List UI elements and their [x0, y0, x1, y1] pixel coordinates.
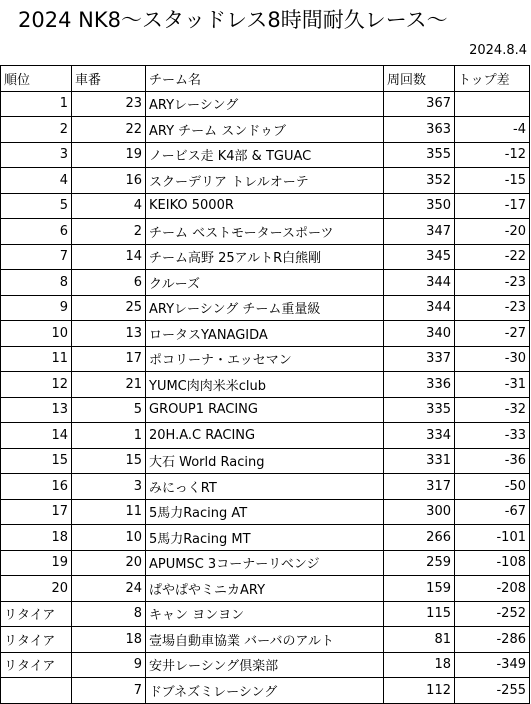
cell-laps: 347: [384, 219, 455, 245]
cell-car-number: 11: [72, 499, 146, 525]
cell-gap-to-top: -30: [455, 346, 530, 372]
table-row: [1, 346, 530, 372]
cell-gap-to-top: -208: [455, 576, 530, 602]
table-row: [1, 372, 530, 398]
cell-position: [1, 678, 72, 704]
cell-team-name: クルーズ: [146, 270, 384, 296]
cell-car-number: 2: [72, 219, 146, 245]
cell-position: 6: [1, 219, 72, 245]
cell-gap-to-top: -23: [455, 270, 530, 296]
table-row: [1, 168, 530, 194]
cell-gap-to-top: -27: [455, 321, 530, 347]
cell-gap-to-top: -32: [455, 397, 530, 423]
cell-team-name: スクーデリア トレルオーテ: [146, 168, 384, 194]
cell-car-number: 10: [72, 525, 146, 551]
cell-team-name: 安井レーシング倶楽部: [146, 652, 384, 678]
cell-gap-to-top: -17: [455, 193, 530, 219]
cell-gap-to-top: -20: [455, 219, 530, 245]
cell-laps: 355: [384, 142, 455, 168]
cell-car-number: 7: [72, 678, 146, 704]
table-row: [1, 499, 530, 525]
cell-position: リタイア: [1, 652, 72, 678]
cell-position: 3: [1, 142, 72, 168]
table-row: [1, 474, 530, 500]
table-row: [1, 448, 530, 474]
table-header-row: [1, 66, 530, 92]
cell-team-name: GROUP1 RACING: [146, 397, 384, 423]
cell-gap-to-top: -15: [455, 168, 530, 194]
cell-gap-to-top: [455, 91, 530, 117]
cell-team-name: ぱやぱやミニカARY: [146, 576, 384, 602]
cell-position: 20: [1, 576, 72, 602]
cell-laps: 337: [384, 346, 455, 372]
cell-laps: 81: [384, 627, 455, 653]
cell-team-name: 壹場自動車協業 バーバのアルト: [146, 627, 384, 653]
cell-team-name: 20H.A.C RACING: [146, 423, 384, 449]
cell-position: 19: [1, 550, 72, 576]
header-position: 順位: [1, 66, 72, 92]
cell-laps: 334: [384, 423, 455, 449]
cell-car-number: 8: [72, 601, 146, 627]
header-gap-to-top: トップ差: [455, 66, 530, 92]
table-row: [1, 270, 530, 296]
cell-team-name: ポコリーナ・エッセマン: [146, 346, 384, 372]
cell-car-number: 15: [72, 448, 146, 474]
cell-team-name: ARYレーシング チーム重量級: [146, 295, 384, 321]
cell-laps: 350: [384, 193, 455, 219]
cell-position: 14: [1, 423, 72, 449]
cell-car-number: 16: [72, 168, 146, 194]
cell-laps: 317: [384, 474, 455, 500]
race-date: 2024.8.4: [469, 43, 527, 58]
cell-gap-to-top: -252: [455, 601, 530, 627]
table-row: [1, 652, 530, 678]
cell-position: リタイア: [1, 601, 72, 627]
cell-car-number: 24: [72, 576, 146, 602]
results-table: [0, 65, 530, 704]
cell-car-number: 4: [72, 193, 146, 219]
cell-position: 8: [1, 270, 72, 296]
header-team-name: チーム名: [146, 66, 384, 92]
cell-team-name: YUMC肉肉米米club: [146, 372, 384, 398]
table-row: [1, 244, 530, 270]
cell-laps: 159: [384, 576, 455, 602]
table-row: [1, 423, 530, 449]
cell-position: 17: [1, 499, 72, 525]
cell-position: 5: [1, 193, 72, 219]
cell-car-number: 5: [72, 397, 146, 423]
cell-position: リタイア: [1, 627, 72, 653]
cell-laps: 266: [384, 525, 455, 551]
results-body: [1, 91, 530, 703]
cell-gap-to-top: -108: [455, 550, 530, 576]
cell-laps: 112: [384, 678, 455, 704]
cell-laps: 300: [384, 499, 455, 525]
cell-laps: 363: [384, 117, 455, 143]
cell-laps: 331: [384, 448, 455, 474]
cell-team-name: チーム高野 25アルトR白熊剛: [146, 244, 384, 270]
cell-team-name: 5馬力Racing AT: [146, 499, 384, 525]
cell-car-number: 20: [72, 550, 146, 576]
cell-position: 9: [1, 295, 72, 321]
cell-team-name: ARYレーシング: [146, 91, 384, 117]
cell-gap-to-top: -286: [455, 627, 530, 653]
table-row: [1, 295, 530, 321]
cell-team-name: ARY チーム スンドゥブ: [146, 117, 384, 143]
cell-team-name: ロータスYANAGIDA: [146, 321, 384, 347]
cell-team-name: みにっくRT: [146, 474, 384, 500]
table-row: [1, 550, 530, 576]
header-laps: 周回数: [384, 66, 455, 92]
cell-team-name: KEIKO 5000R: [146, 193, 384, 219]
table-row: [1, 525, 530, 551]
table-row: [1, 601, 530, 627]
cell-position: 12: [1, 372, 72, 398]
cell-car-number: 3: [72, 474, 146, 500]
cell-car-number: 23: [72, 91, 146, 117]
table-row: [1, 397, 530, 423]
cell-team-name: ノービス走 K4部 & TGUAC: [146, 142, 384, 168]
cell-laps: 115: [384, 601, 455, 627]
table-row: [1, 678, 530, 704]
cell-gap-to-top: -67: [455, 499, 530, 525]
cell-gap-to-top: -33: [455, 423, 530, 449]
cell-car-number: 9: [72, 652, 146, 678]
cell-position: 18: [1, 525, 72, 551]
cell-gap-to-top: -36: [455, 448, 530, 474]
cell-position: 10: [1, 321, 72, 347]
cell-position: 4: [1, 168, 72, 194]
table-row: [1, 219, 530, 245]
cell-laps: 18: [384, 652, 455, 678]
cell-laps: 344: [384, 295, 455, 321]
table-row: [1, 193, 530, 219]
cell-team-name: 大石 World Racing: [146, 448, 384, 474]
cell-team-name: チーム ベストモータースポーツ: [146, 219, 384, 245]
cell-laps: 344: [384, 270, 455, 296]
cell-position: 16: [1, 474, 72, 500]
cell-gap-to-top: -255: [455, 678, 530, 704]
table-row: [1, 321, 530, 347]
cell-position: 1: [1, 91, 72, 117]
table-row: [1, 91, 530, 117]
cell-gap-to-top: -23: [455, 295, 530, 321]
cell-gap-to-top: -50: [455, 474, 530, 500]
cell-team-name: キャン ヨンヨン: [146, 601, 384, 627]
cell-gap-to-top: -31: [455, 372, 530, 398]
cell-gap-to-top: -349: [455, 652, 530, 678]
table-row: [1, 117, 530, 143]
cell-position: 15: [1, 448, 72, 474]
cell-car-number: 6: [72, 270, 146, 296]
cell-laps: 352: [384, 168, 455, 194]
cell-laps: 336: [384, 372, 455, 398]
cell-laps: 259: [384, 550, 455, 576]
cell-team-name: 5馬力Racing MT: [146, 525, 384, 551]
header-car-number: 車番: [72, 66, 146, 92]
cell-position: 11: [1, 346, 72, 372]
cell-position: 7: [1, 244, 72, 270]
cell-laps: 345: [384, 244, 455, 270]
page-title: 2024 NK8～スタッドレス8時間耐久レース～: [18, 8, 448, 32]
cell-car-number: 21: [72, 372, 146, 398]
cell-car-number: 1: [72, 423, 146, 449]
cell-laps: 340: [384, 321, 455, 347]
cell-car-number: 14: [72, 244, 146, 270]
cell-car-number: 22: [72, 117, 146, 143]
cell-position: 13: [1, 397, 72, 423]
table-row: [1, 142, 530, 168]
cell-gap-to-top: -22: [455, 244, 530, 270]
cell-team-name: APUMSC 3コーナーリベンジ: [146, 550, 384, 576]
table-row: [1, 576, 530, 602]
cell-laps: 367: [384, 91, 455, 117]
cell-car-number: 19: [72, 142, 146, 168]
cell-position: 2: [1, 117, 72, 143]
cell-team-name: ドブネズミレーシング: [146, 678, 384, 704]
cell-gap-to-top: -4: [455, 117, 530, 143]
cell-gap-to-top: -12: [455, 142, 530, 168]
table-row: [1, 627, 530, 653]
cell-laps: 335: [384, 397, 455, 423]
cell-gap-to-top: -101: [455, 525, 530, 551]
cell-car-number: 17: [72, 346, 146, 372]
cell-car-number: 25: [72, 295, 146, 321]
cell-car-number: 13: [72, 321, 146, 347]
cell-car-number: 18: [72, 627, 146, 653]
